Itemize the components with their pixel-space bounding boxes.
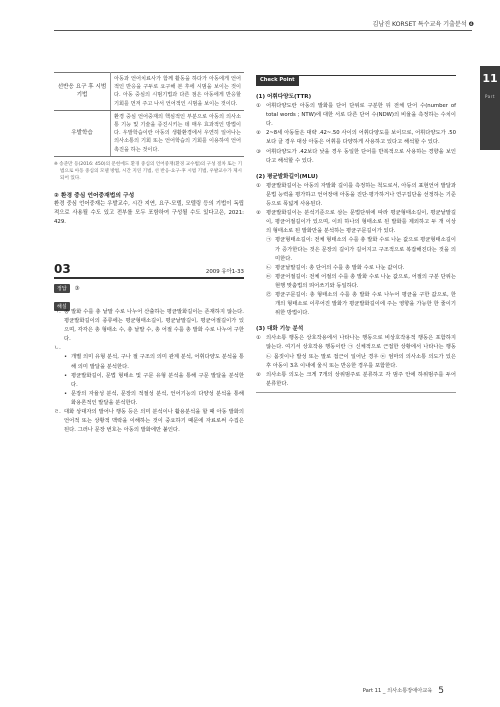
sub-item [256,264,456,273]
item-mark: ① [256,335,261,342]
sub-item [256,236,456,263]
item-text: 총 발화 수를 총 낱말 수로 나누어 산출하는 평균발화길이는 존재하지 않는다. 평균발화길이의 종류에는 평균형태소길이, 평균낱말길이, 평균어절길이가 있으며, 각각은 총 형태소 수, 총 낱말 수, 총 어절 수를 총 발화 수로 나누어 구한다. [64,309,244,343]
bullet-text: 평균발화길이, 문법 형태소 및 구문 유형 분석을 통해 구문 발달을 분석한다. [71,372,244,388]
answer-line [54,284,79,293]
section-title: (2) 평균발화길이(MLU) [256,173,318,180]
sub-item-text: 평균어절길이: 전체 어절의 수를 총 발화 수로 나눈 값으로, 어절의 구분 단위는 현행 맞춤법의 띄어쓰기와 동일하다. [275,273,456,289]
item-text: 평균발화길이는 분석기준으로 삼는 문법단위에 따라 평균형태소길이, 평균낱말길이, 평균어절길이가 있으며, 이외 하나의 형태소로 된 발화를 제외하고 두 개 이상의 형태소로 된 발화만을 분석하는 평균구문길이가 있다. [266,210,456,235]
running-header: 김남진 KORSET 특수교육 기출분석 ❹ [372,21,474,28]
answer-value: ③ [74,285,80,292]
table-row [54,73,244,111]
check-point-label: Check Point [256,75,299,86]
explanation-item [54,408,244,435]
explanation-item [54,344,244,353]
bullet-item [54,353,244,371]
sub-item-mark: ㉠ [266,237,272,244]
subsection-title: ② 환경 중심 언어중재법의 구성 [54,192,135,199]
explanation-item [54,308,244,344]
item-mark: ① [256,182,261,189]
numbered-item [256,209,456,236]
answer-label: 정답 [54,284,70,293]
bullet-item [54,372,244,390]
item-mark: ② [256,371,261,378]
chapter-tab [480,66,500,150]
item-mark: ㄱ. [54,309,61,315]
sub-item [256,273,456,291]
sub-item [256,291,456,318]
section-title: (1) 어휘다양도(TTR) [256,94,312,100]
section-title: (3) 대화 기능 분석 [256,326,304,333]
numbered-item [256,182,456,209]
technique-table [54,72,244,157]
item-mark: ② [256,130,261,137]
header-rule [54,30,472,31]
sub-item-text: 평균낱말길이: 총 단어의 수를 총 발화 수로 나눈 값이다. [275,264,405,271]
bullet-text: 개별 의미 유형 분석, 구나 절 구조의 의미 관계 분석, 어휘다양도 분석을 통해 의미 발달을 분석한다. [71,354,244,370]
table-key: 선반응 요구 후 시범 기법 [54,73,111,111]
item-text: 2~8세 아동들은 대략 .42~.50 사이의 어휘다양도를 보이므로, 어휘다양도가 .50보다 클 경우 대상 아동은 어휘를 다양하게 사용하고 있다고 해석할 수 있다. [266,130,456,146]
item-text: 의사소통 행동은 상호작용에서 나타나는 행동으로 비상호작용적 행동은 포함하지 않는다. 여기서 상호작용 행동이란 ㉠ 신체적으로 근접한 상황에서 나타나는 행동 ㉡ 몸짓이나 발성 또는 말로 접근이 일어난 경우 ㉢ 엄마의 의사소통 의도가 있은 후 아동이 3초 이내에 울식 또는 반응한 경우를 포함한다. [266,335,456,369]
sub-item-mark: ㉡ [266,264,272,271]
numbered-item [256,334,456,370]
bullet-item [54,390,244,408]
page-number: 5 [438,686,444,696]
bullet-mark: • [64,354,68,361]
item-text: 어휘다양도가 .42보다 낮을 경우 동일한 단어를 반복적으로 사용하는 경향을 보인다고 해석할 수 있다. [266,148,456,164]
numbered-item [256,148,456,166]
sub-item-text: 평균구문길이: 총 형태소의 수를 총 발화 수로 나누어 평균을 구한 값으로, 한 개의 형태소로 이루어진 발화가 평균발화길이에 주는 영향을 가능한 한 줄이기 위한 방법이다. [275,291,456,317]
bullet-mark: • [64,372,68,379]
footer-text: Part 11 _ 의사소통장애아교육 [362,688,433,694]
explanation-body [54,308,244,435]
chapter-label: Part [485,94,495,99]
question-header [54,261,244,279]
sub-item-mark: ㉣ [266,291,272,298]
bullet-text: 문장의 자율성 분석, 문장의 적절성 분석, 언어기능의 다양성 분석을 통해 화용론적인 발달을 분석한다. [71,390,244,406]
numbered-item [256,371,456,389]
item-mark: ③ [256,148,261,155]
table-value: 환경 중심 언어중재의 핵심적인 부분으로 아동의 의사소통 기능 및 기술을 증진시키는 데 매우 효과적인 방법이다. 우발학습이란 아동의 생활환경에서 우연히 일어나는 의사소통의 기회 또는 언어학습의 기회를 이용하여 언어촉진을 하는 것이다. [111,110,245,156]
item-text [64,344,244,353]
bullet-mark: • [64,390,68,397]
table-row [54,110,244,156]
sub-item-text: 평균형태소길이: 전체 형태소의 수를 총 발화 수로 나눈 값으로 평균형태소길이가 증가한다는 것은 문장의 길이가 길어지고 구조적으로 복잡해진다는 것을 의미한다. [275,237,456,262]
numbered-item [256,129,456,147]
item-mark: ② [256,210,261,217]
left-column [54,72,244,227]
subsection-body: 환경 중심 언어중재는 우발교수, 시간 지연, 요구-모델, 모델링 등의 기법이 독립적으로 사용될 수도 있고 전부를 모두 포함하여 구성될 수도 있다고은, 2021: 429. [54,201,244,226]
question-number: 03 [54,262,71,276]
chapter-number: 11 [482,72,498,85]
item-text: 어휘다양도란 아동의 발화를 단어 단위로 구분한 뒤 전체 단어 수(number of total words ; NTW)에 대한 서로 다른 단어 수(NDW)의 비율을 측정하는 수치이다. [266,103,456,128]
table-value: 아동과 언어치료사가 함께 활동을 하다가 아동에게 언어적인 반응을 구두로 요구해 본 후에 시범을 보이는 것이다. 아동 중심의 시범기법과 다른 점은 아동에게 반응할 기회를 먼저 주고 나서 언어적인 시범을 보이는 것이다. [111,73,245,111]
item-mark: ㄴ. [54,345,61,352]
question-source: 2009 유아1-33 [205,269,244,275]
item-text: 대화 상대자의 발어나 행동 등은 의미 분석이나 활용분석을 할 때 아동 발화의 언어적 또는 상황적 맥락을 이해하는 것이 중요하기 때문에 자료로써 수집은 된다. 그러나 문장 번호는 아동의 발화에만 붙인다. [64,409,244,434]
sub-item-mark: ㉢ [266,273,272,280]
explanation-label: 해설 [54,302,70,311]
check-point-box [256,75,456,393]
item-text: 평균발화길이는 아동의 자발화 길이를 측정하는 척도로서, 아동의 표현언어 발달과 문법 능력을 평가하고 언어장애 아동을 진단·평가하거나 연구집단을 선정하는 기준 등으로 폭넓게 사용된다. [266,182,456,208]
table-key: 우발학습 [54,110,111,156]
item-mark: ㄹ. [54,409,61,416]
numbered-item [256,102,456,129]
item-text: 의사소통 의도는 크게 7개의 상위범주로 분류하고 각 범주 안에 하위범주를 두어 분류한다. [266,371,456,387]
item-mark: ① [256,103,261,110]
reference-note: ※ 송준만 등(2016: 450)의 문헌에도 환경 중심의 언어중재(환경 교수법)의 구성 절차 또는 기법으로 아동 중심의 모델 방법, 시간 지연 기법, 선 반응-요구-후 시범 기법, 우발교수가 제시되어 있다. [54,161,243,182]
page-footer [363,686,444,696]
